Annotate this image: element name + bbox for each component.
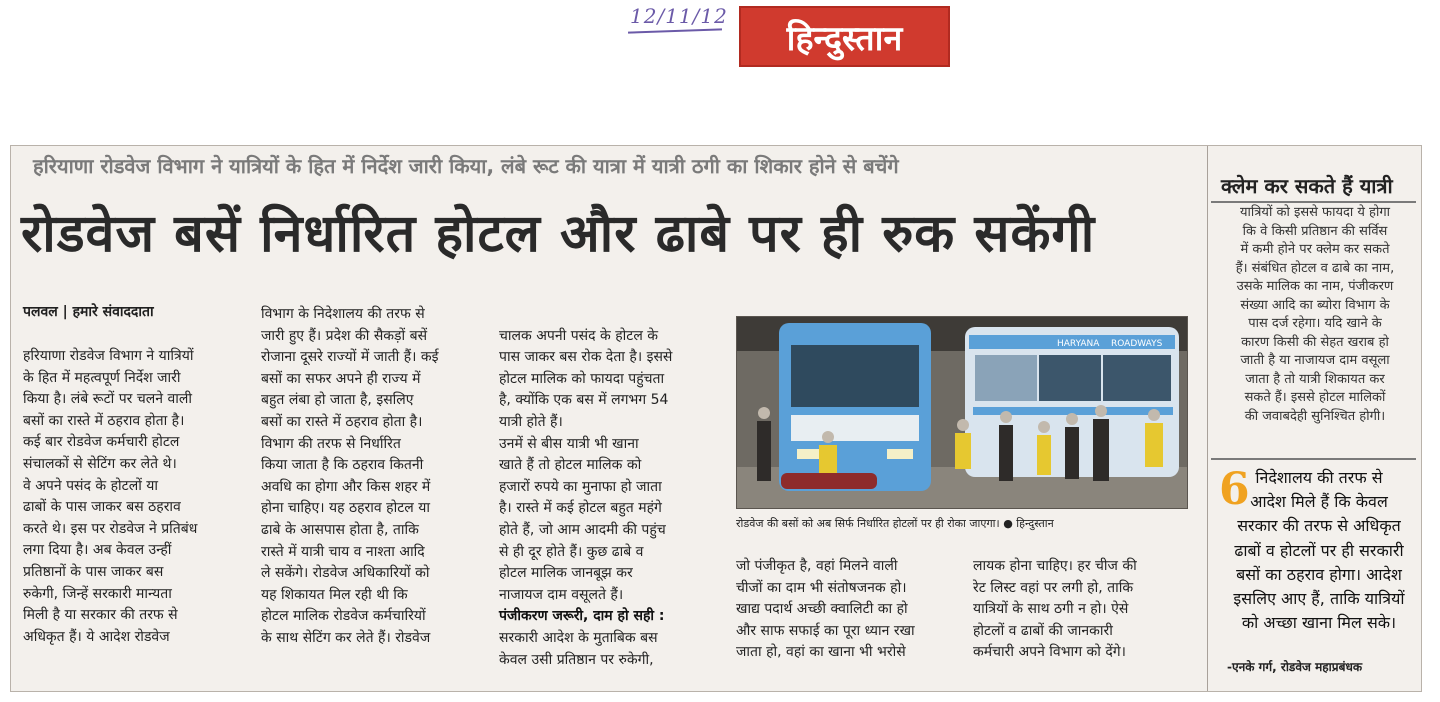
photo-caption: रोडवेज की बसों को अब सिर्फ निर्धारित होटलों पर ही रोका जाएगा। ● हिन्दुस्तान (736, 517, 1054, 530)
column-3-continued: सरकारी आदेश के मुताबिक बस केवल उसी प्रतिष्ठान पर रुकेगी, (499, 629, 658, 668)
bus-sign-roadways: ROADWAYS (1111, 339, 1163, 349)
date-underline (628, 28, 722, 33)
newspaper-masthead: हिन्दुस्तान (739, 6, 950, 67)
quote-mark-icon: 6 (1219, 464, 1250, 515)
article-column-3 (499, 304, 721, 671)
quote-rule (1211, 458, 1416, 460)
article-strapline: हरियाणा रोडवेज विभाग ने यात्रियों के हित में निर्देश जारी किया, लंबे रूट की यात्रा में यात्री ठगी का शिकार होने से बचेंगे (33, 154, 899, 178)
article-byline: पलवल | हमारे संवाददाता (23, 304, 154, 320)
article-column-4: जो पंजीकृत है, वहां मिलने वाली चीजों का दाम भी संतोषजनक हो। खाद्य पदार्थ अच्छी क्वालिटी का हो और साफ सफाई का पूरा ध्यान रखा जाता हो, वहां का खाना भी भरोसे (736, 558, 915, 661)
column-3-subhead: पंजीकरण जरूरी, दाम हो सही : (499, 608, 665, 625)
bus-photo-illustration (737, 317, 1187, 508)
sidebar-title: क्लेम कर सकते हैं यात्री (1221, 174, 1393, 198)
column-3-body: चालक अपनी पसंद के होटल के पास जाकर बस रोक देता है। इससे होटल मालिक को फायदा पहुंचता है, क्योंकि एक बस में लगभग 54 यात्री होते हैं। उनमें से बीस यात्री भी खाना खाते हैं तो होटल मालिक को हजारों रुपये का मुनाफा हो जाता है। रास्ते में कई होटल बहुत महंगे होते हैं, जो आम आदमी की पहुंच से ही दूर होते हैं। कुछ ढाबे व होटल मालिक जानबूझ कर नाजायज दाम वसूलते हैं। (499, 327, 673, 603)
article-headline: रोडवेज बसें निर्धारित होटल और ढाबे पर ही रुक सकेंगी (21, 204, 1096, 264)
newspaper-clipping (10, 145, 1422, 692)
article-column-2: विभाग के निदेशालय की तरफ से जारी हुए हैं। प्रदेश की सैकड़ों बसें रोजाना दूसरे राज्यों में जाती हैं। कई बसों का सफर अपने ही राज्य में बहुत लंबा हो जाता है, इसलिए बसों का रास्ते में ठहराव होता है। विभाग की तरफ से निर्धारित किया जाता है कि ठहराव कितनी अवधि का होगा और किस शहर में होना चाहिए। यह ठहराव होटल या ढाबे के आसपास होता है, ताकि रास्ते में यात्री चाय व नाश्ता आदि ले सकेंगे। रोडवेज अधिकारियों को यह शिकायत मिल रही थी कि होटल मालिक रोडवेज कर्मचारियों के साथ सेटिंग कर लेते हैं। रोडवेज (261, 306, 439, 646)
bus-depot-photo (736, 316, 1188, 509)
bus-sign-haryana: HARYANA (1057, 339, 1100, 349)
article-column-1: हरियाणा रोडवेज विभाग ने यात्रियों के हित में महत्वपूर्ण निर्देश जारी किया है। लंबे रूटों पर चलने वाली बसों का रास्ते में ठहराव होता है। कई बार रोडवेज कर्मचारी होटल संचालकों से सेटिंग कर लेते थे। वे अपने पसंद के होटलों या ढाबों के पास जाकर बस ठहराव करते थे। इस पर रोडवेज ने प्रतिबंध लगा दिया है। अब केवल उन्हीं प्रतिष्ठानों के पास जाकर बस रुकेगी, जिन्हें सरकारी मान्यता मिली है या सरकार की तरफ से अधिकृत हैं। ये आदेश रोडवेज (23, 348, 198, 645)
official-quote: निदेशालय की तरफ से आदेश मिले हैं कि केवल सरकार की तरफ से अधिकृत ढाबों व होटलों पर ही सरकारी बसों का ठहराव होगा। आदेश इसलिए आए हैं, ताकि यात्रियों को अच्छा खाना मिल सके। (1233, 468, 1405, 633)
sidebar-rule (1211, 201, 1416, 203)
sidebar-divider (1207, 146, 1208, 691)
quote-author: -एनके गर्ग, रोडवेज महाप्रबंधक (1227, 660, 1363, 674)
article-column-5: लायक होना चाहिए। हर चीज की रेट लिस्ट वहां पर लगी हो, ताकि यात्रियों के साथ ठगी न हो। ऐसे होटलों व ढाबों की जानकारी कर्मचारी अपने विभाग को देंगे। (973, 558, 1137, 661)
clipping-date: 12/11/12 (630, 4, 728, 28)
sidebar-text: यात्रियों को इससे फायदा ये होगा कि वे किसी प्रतिष्ठान की सर्विस में कमी होने पर क्लेम कर सकते हैं। संबंधित होटल व ढाबे का नाम, उसके मालिक का नाम, पंजीकरण संख्या आदि का ब्योरा विभाग के पास दर्ज रहेगा। यदि खाने के कारण किसी की सेहत खराब हो जाती है या नाजायज दाम वसूला जाता है तो यात्री शिकायत कर सकते हैं। इससे होटल मालिकों की जवाबदेही सुनिश्चित होगी। (1235, 205, 1395, 424)
